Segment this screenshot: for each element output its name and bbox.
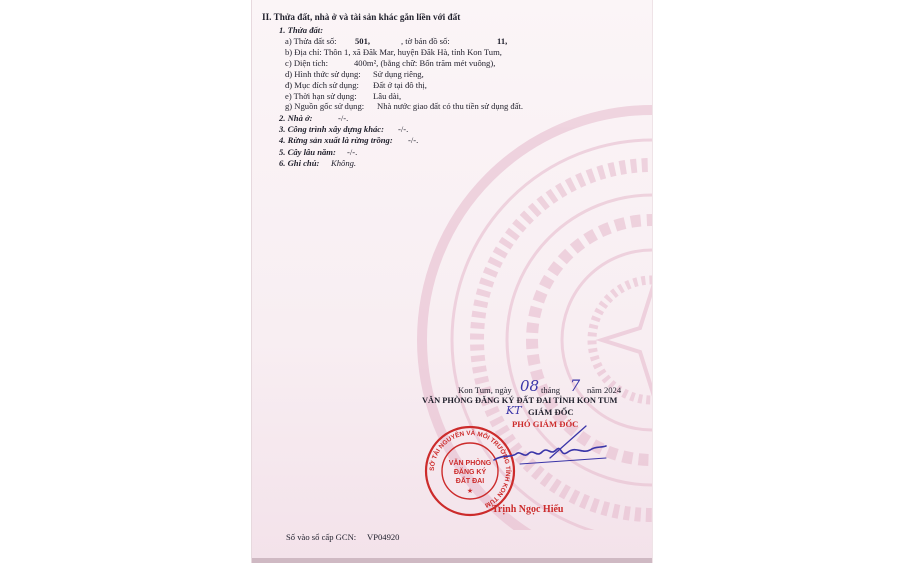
purpose-label: đ) Mục đích sử dụng:: [285, 80, 359, 90]
year-label: năm 2024: [587, 385, 622, 395]
perennial-value: -/-.: [347, 147, 358, 157]
house-value: -/-.: [338, 113, 349, 123]
month-label: tháng: [541, 385, 561, 395]
purpose-value: Đất ở tại đô thị,: [373, 80, 427, 90]
note-label: 6. Ghi chú:: [279, 158, 320, 168]
signer-name: Trịnh Ngọc Hiếu: [492, 504, 564, 515]
page-bottom-edge: [252, 558, 652, 563]
handwritten-kt: KT: [506, 404, 522, 417]
deputy-director-stamp: PHÓ GIÁM ĐỐC: [512, 419, 579, 429]
perennial-label: 5. Cây lâu năm:: [279, 147, 336, 157]
date-prefix: Kon Tum, ngày: [458, 385, 512, 395]
position-title: GIÁM ĐỐC: [528, 407, 574, 417]
forest-label: 4. Rừng sản xuất là rừng trồng:: [279, 135, 393, 145]
forest-value: -/-.: [408, 135, 419, 145]
parcel-label: a) Thửa đất số:: [285, 36, 337, 46]
house-label: 2. Nhà ở:: [279, 113, 313, 123]
registry-label: Số vào sổ cấp GCN:: [286, 532, 357, 542]
handwritten-signature: [490, 424, 610, 472]
land-heading: 1. Thửa đất:: [279, 25, 324, 35]
area-label: c) Diện tích:: [285, 58, 328, 68]
seal-line-1: VĂN PHÒNG: [448, 460, 492, 467]
usage-form-value: Sử dụng riêng,: [373, 69, 424, 79]
handwritten-month: 7: [570, 376, 581, 395]
seal-star-icon: ★: [466, 487, 474, 495]
construction-label: 3. Công trình xây dựng khác:: [279, 124, 384, 134]
certificate-page: [251, 0, 653, 563]
note-value: Không.: [331, 158, 357, 168]
area-value: 400m², (bằng chữ: Bốn trăm mét vuông),: [354, 58, 496, 68]
handwritten-day: 08: [520, 377, 540, 395]
usage-form-label: d) Hình thức sử dụng:: [285, 69, 361, 79]
map-number: 11,: [497, 36, 508, 46]
map-label: , tờ bản đồ số:: [401, 36, 450, 46]
term-label: e) Thời hạn sử dụng:: [285, 91, 357, 101]
section-title: II. Thửa đất, nhà ở và tài sản khác gắn liền với đất: [262, 12, 461, 22]
seal-line-2: ĐĂNG KÝ: [453, 469, 487, 476]
origin-value: Nhà nước giao đất có thu tiền sử dụng đất.: [377, 101, 524, 111]
origin-label: g) Nguồn gốc sử dụng:: [285, 101, 365, 111]
seal-line-3: ĐẤT ĐAI: [455, 478, 485, 485]
office-name: VĂN PHÒNG ĐĂNG KÝ ĐẤT ĐAI TỈNH KON TUM: [422, 396, 618, 405]
term-value: Lâu dài,: [373, 91, 402, 101]
registry-number: VP04920: [367, 532, 400, 542]
seal-ring-text: SỞ TÀI NGUYÊN VÀ MÔI TRƯỜNG TỈNH KON TUM: [428, 429, 512, 509]
address: b) Địa chỉ: Thôn 1, xã Đăk Mar, huyện Đăk Hà, tỉnh Kon Tum,: [285, 47, 502, 57]
construction-value: -/-.: [398, 124, 409, 134]
parcel-number: 501,: [355, 36, 371, 46]
